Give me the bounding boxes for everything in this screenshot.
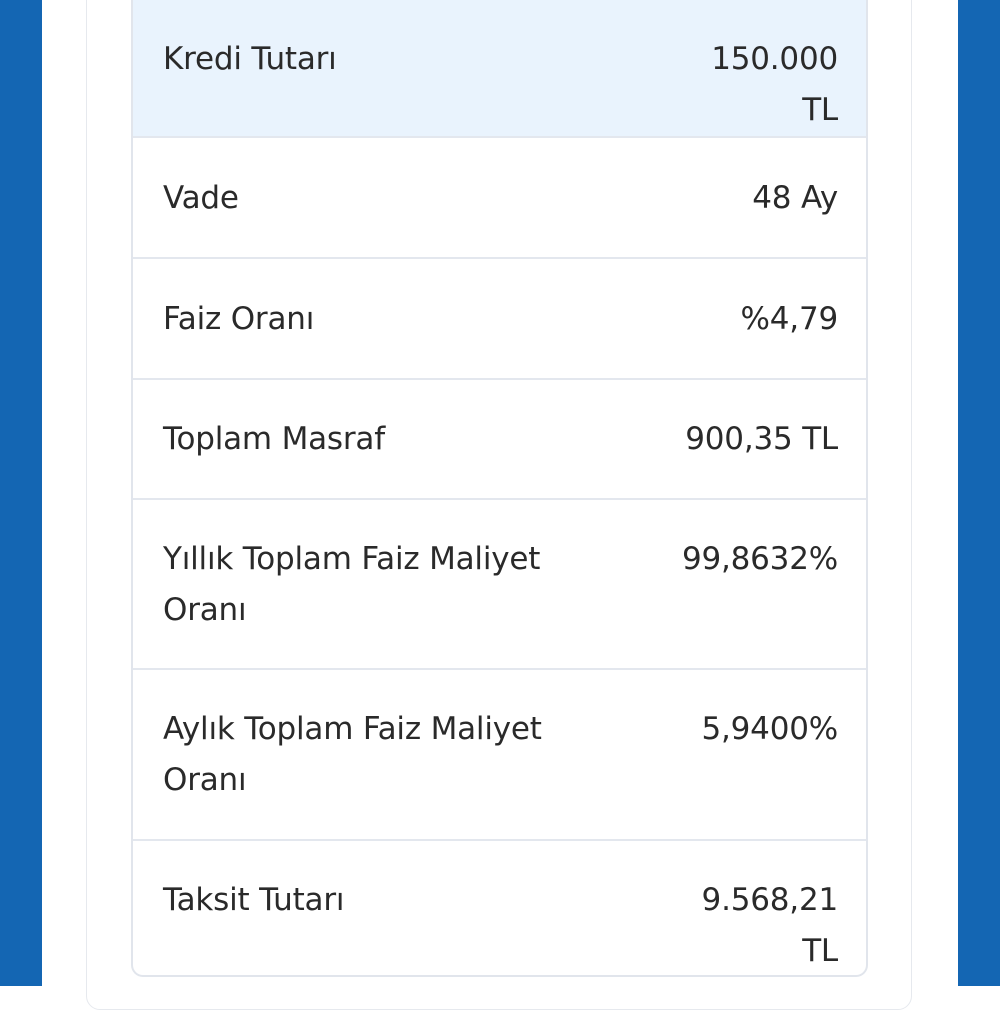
- total-fee-row: [133, 380, 866, 500]
- term-value: 48 Ay: [752, 180, 838, 216]
- annual-cost-rate-row: [133, 500, 866, 670]
- loan-amount-label: Kredi Tutarı: [163, 41, 337, 77]
- interest-rate-label: Faiz Oranı: [163, 301, 315, 337]
- left-blue-band: [0, 0, 42, 986]
- loan-summary-table: [131, 0, 868, 977]
- monthly-cost-rate-row: [133, 670, 866, 841]
- total-fee-value: 900,35 TL: [685, 421, 838, 457]
- installment-amount-value: 9.568,21 TL: [701, 882, 838, 969]
- interest-rate-row: [133, 259, 866, 380]
- monthly-cost-rate-value: 5,9400%: [701, 711, 838, 747]
- installment-amount-label: Taksit Tutarı: [163, 882, 345, 918]
- loan-amount-row: [133, 0, 866, 138]
- right-blue-band: [958, 0, 1000, 986]
- annual-cost-rate-value: 99,8632%: [681, 541, 838, 577]
- term-row: [133, 138, 866, 259]
- monthly-cost-rate-label: Aylık Toplam Faiz Maliyet Oranı: [163, 711, 542, 798]
- interest-rate-value: %4,79: [740, 301, 838, 337]
- total-fee-label: Toplam Masraf: [163, 421, 385, 457]
- loan-amount-value: 150.000 TL: [711, 41, 838, 128]
- term-label: Vade: [163, 180, 239, 216]
- annual-cost-rate-label: Yıllık Toplam Faiz Maliyet Oranı: [163, 541, 541, 628]
- installment-amount-row: [133, 841, 866, 977]
